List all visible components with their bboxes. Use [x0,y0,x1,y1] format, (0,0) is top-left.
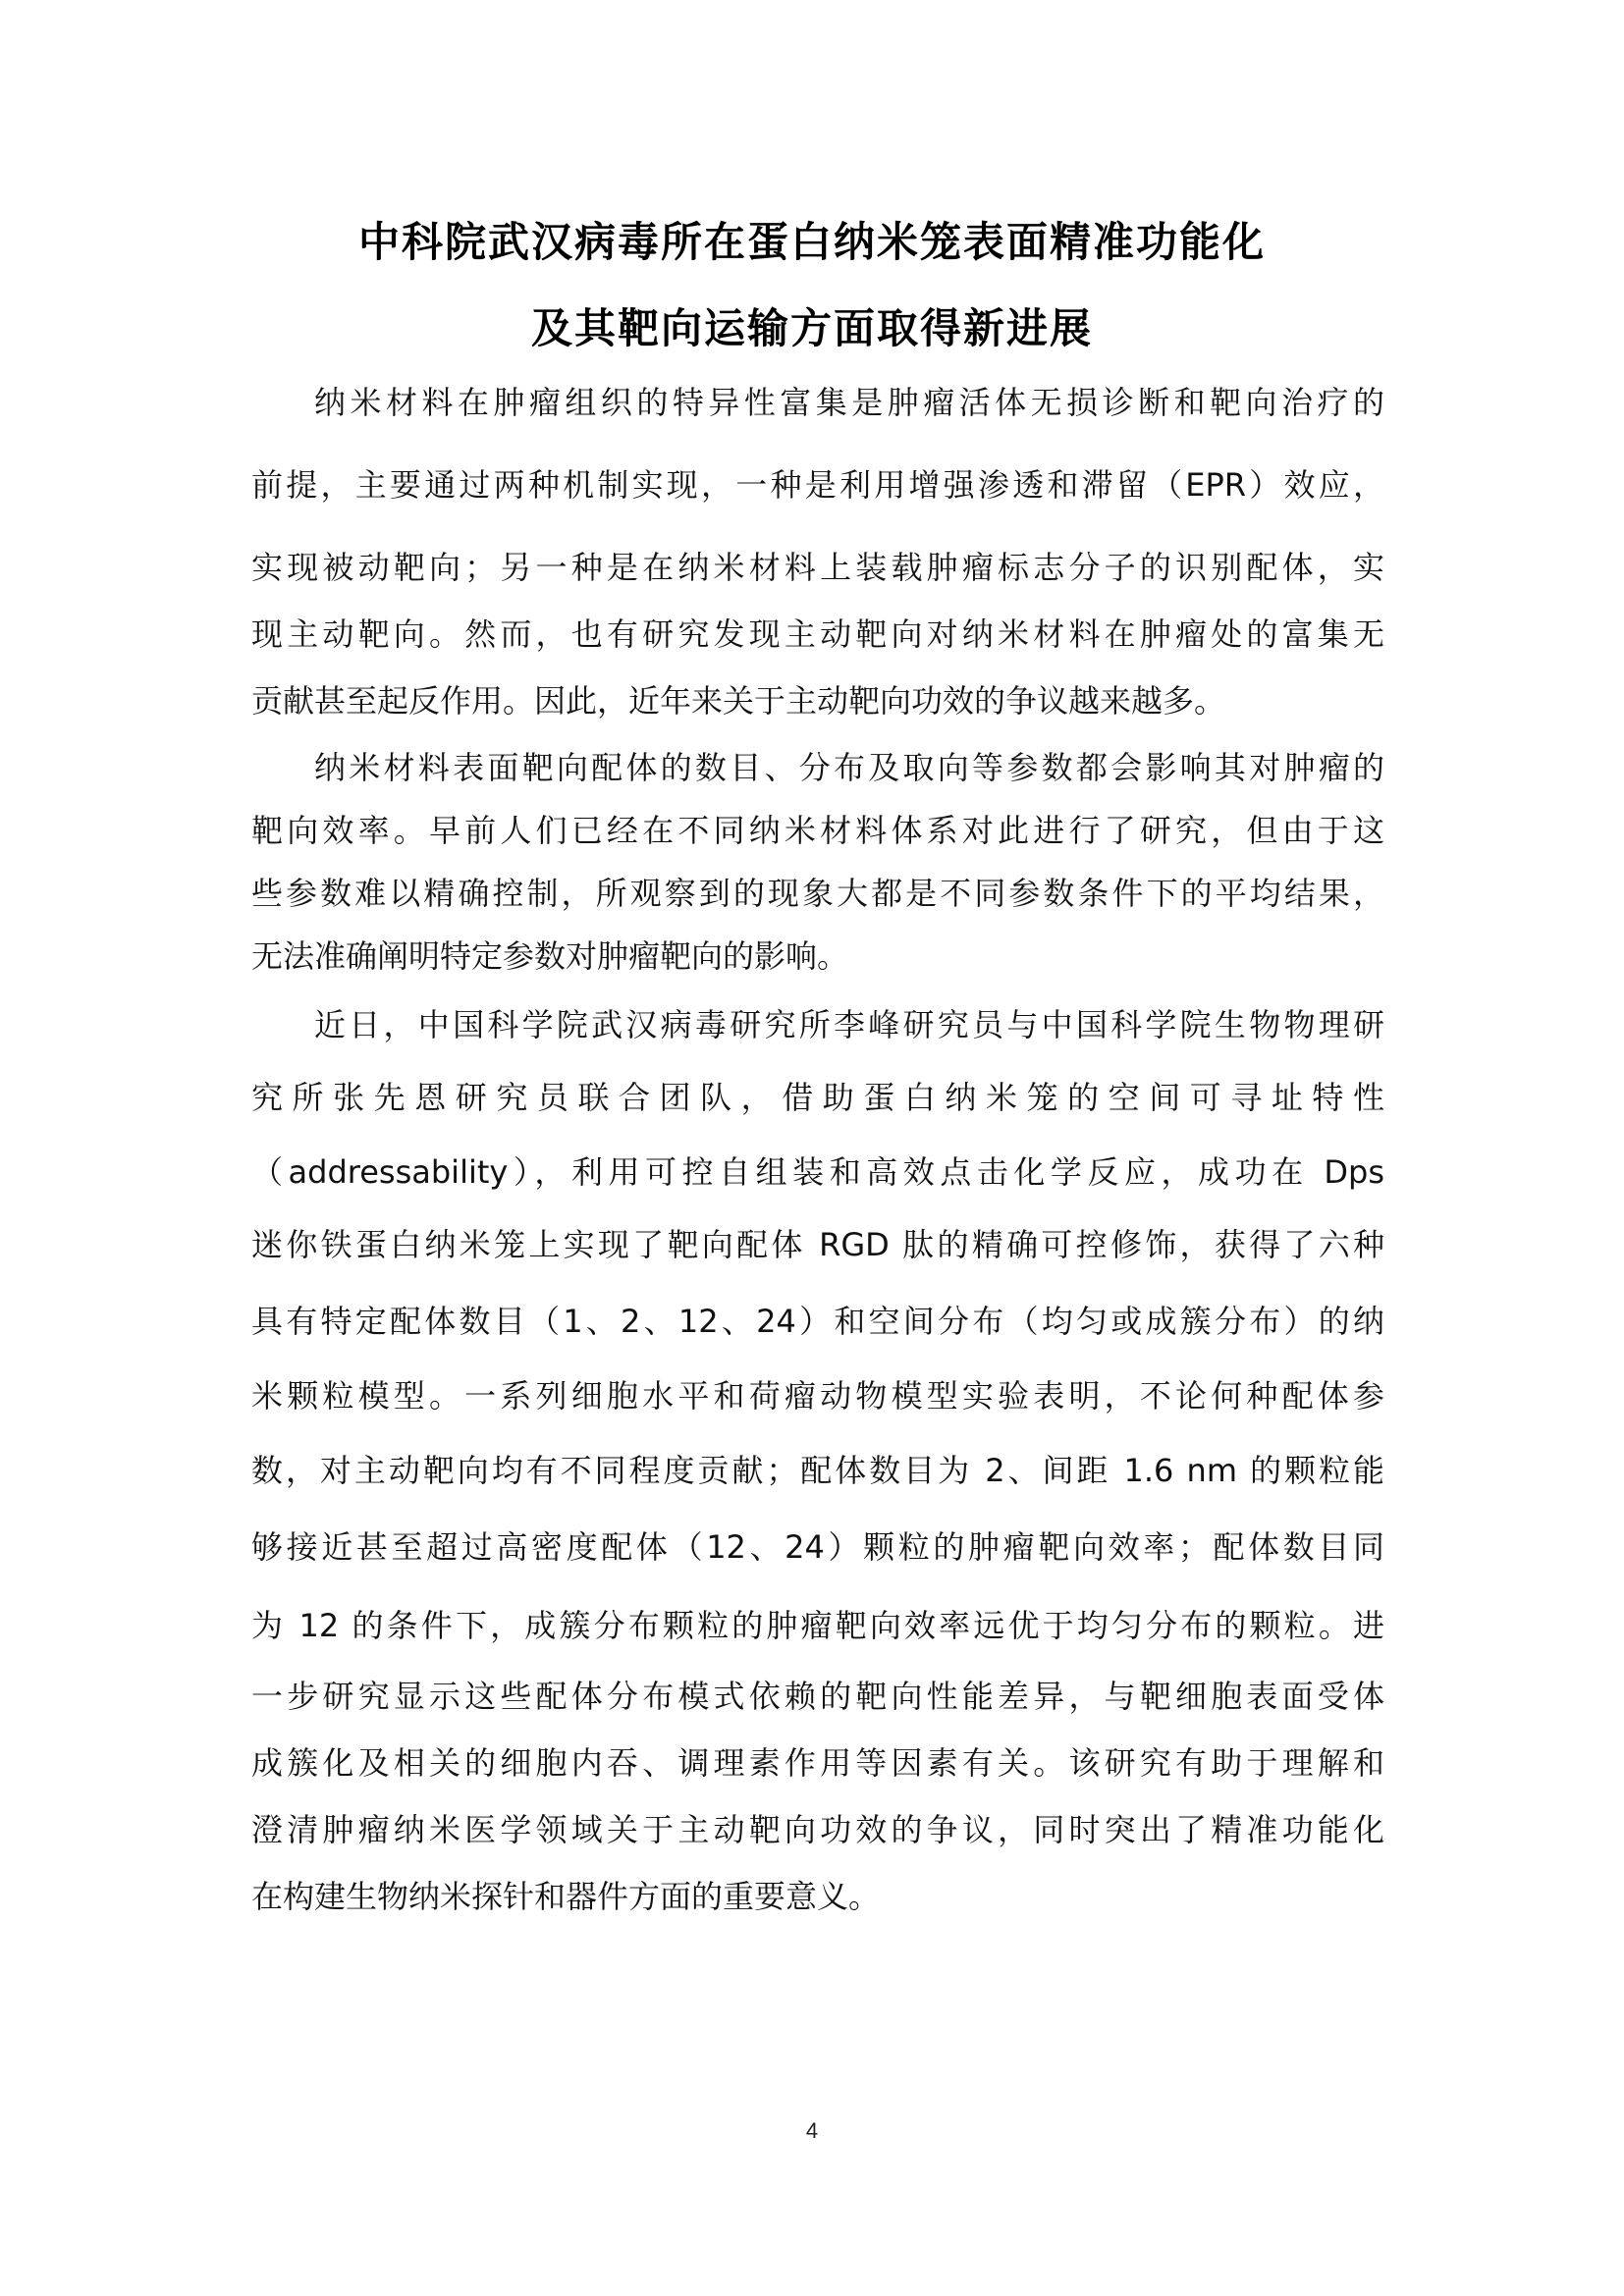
paragraph-line-text: 现主动靶向。然而，也有研究发现主动靶向对纳米材料在肿瘤处的富集无 [251,615,1384,653]
paragraph-line-text: 数，对主动靶向均有不同程度贡献；配体数目为 2、间距 1.6 nm 的颗粒能 [251,1452,1384,1489]
paragraph-line-text: 米颗粒模型。一系列细胞水平和荷瘤动物模型实验表明，不论何种配体参 [251,1377,1384,1415]
paragraph-line-text: 纳米材料在肿瘤组织的特异性富集是肿瘤活体无损诊断和靶向治疗的 [314,384,1384,421]
paragraph-line-text: 澄清肿瘤纳米医学领域关于主动靶向功效的争议，同时突出了精准功能化 [251,1811,1384,1848]
paragraph-line-text: 为 12 的条件下，成簇分布颗粒的肿瘤靶向效率远优于均匀分布的颗粒。进 [251,1607,1384,1644]
paragraph-line-text: 够接近甚至超过高密度配体（12、24）颗粒的肿瘤靶向效率；配体数目同 [251,1528,1384,1566]
paragraph-line-text: 无法准确阐明特定参数对肿瘤靶向的影响。 [251,937,849,975]
paragraph-line-text: 在构建生物纳米探针和器件方面的重要意义。 [251,1878,881,1915]
document-title-line-2: 及其靶向运输方面取得新进展 [530,304,1093,352]
paragraph-line-text: 迷你铁蛋白纳米笼上实现了靶向配体 RGD 肽的精确可控修饰，获得了六种 [251,1226,1384,1263]
paragraph-line-text: 近日，中国科学院武汉病毒研究所李峰研究员与中国科学院生物物理研 [314,1006,1384,1043]
paragraph-line-text: 具有特定配体数目（1、2、12、24）和空间分布（均匀或成簇分布）的纳 [251,1303,1384,1340]
paragraph-line-text: 贡献甚至起反作用。因此，近年来关于主动靶向功效的争议越来越多。 [251,682,1226,720]
paragraph-line-text: 成簇化及相关的细胞内吞、调理素作用等因素有关。该研究有助于理解和 [251,1744,1384,1782]
paragraph-line-text: 些参数难以精确控制，所观察到的现象大都是不同参数条件下的平均结果， [251,875,1384,912]
paragraph-line-text: 实现被动靶向；另一种是在纳米材料上装载肿瘤标志分子的识别配体，实 [251,549,1384,586]
paragraph-line-text: 究所张先恩研究员联合团队，借助蛋白纳米笼的空间可寻址特性 [251,1079,1384,1116]
document-title-line-1: 中科院武汉病毒所在蛋白纳米笼表面精准功能化 [357,218,1266,266]
paragraph-line-text: （addressability），利用可控自组装和高效点击化学反应，成功在 Dps [251,1153,1384,1191]
paragraph-line-text: 靶向效率。早前人们已经在不同纳米材料体系对此进行了研究，但由于这 [251,812,1384,849]
paragraph-line-text: 纳米材料表面靶向配体的数目、分布及取向等参数都会影响其对肿瘤的 [314,749,1384,786]
paragraph-line-text: 一步研究显示这些配体分布模式依赖的靶向性能差异，与靶细胞表面受体 [251,1678,1384,1715]
page-number: 4 [805,2118,819,2143]
paragraph-line-text: 前提，主要通过两种机制实现，一种是利用增强渗透和滞留（EPR）效应， [251,466,1384,504]
